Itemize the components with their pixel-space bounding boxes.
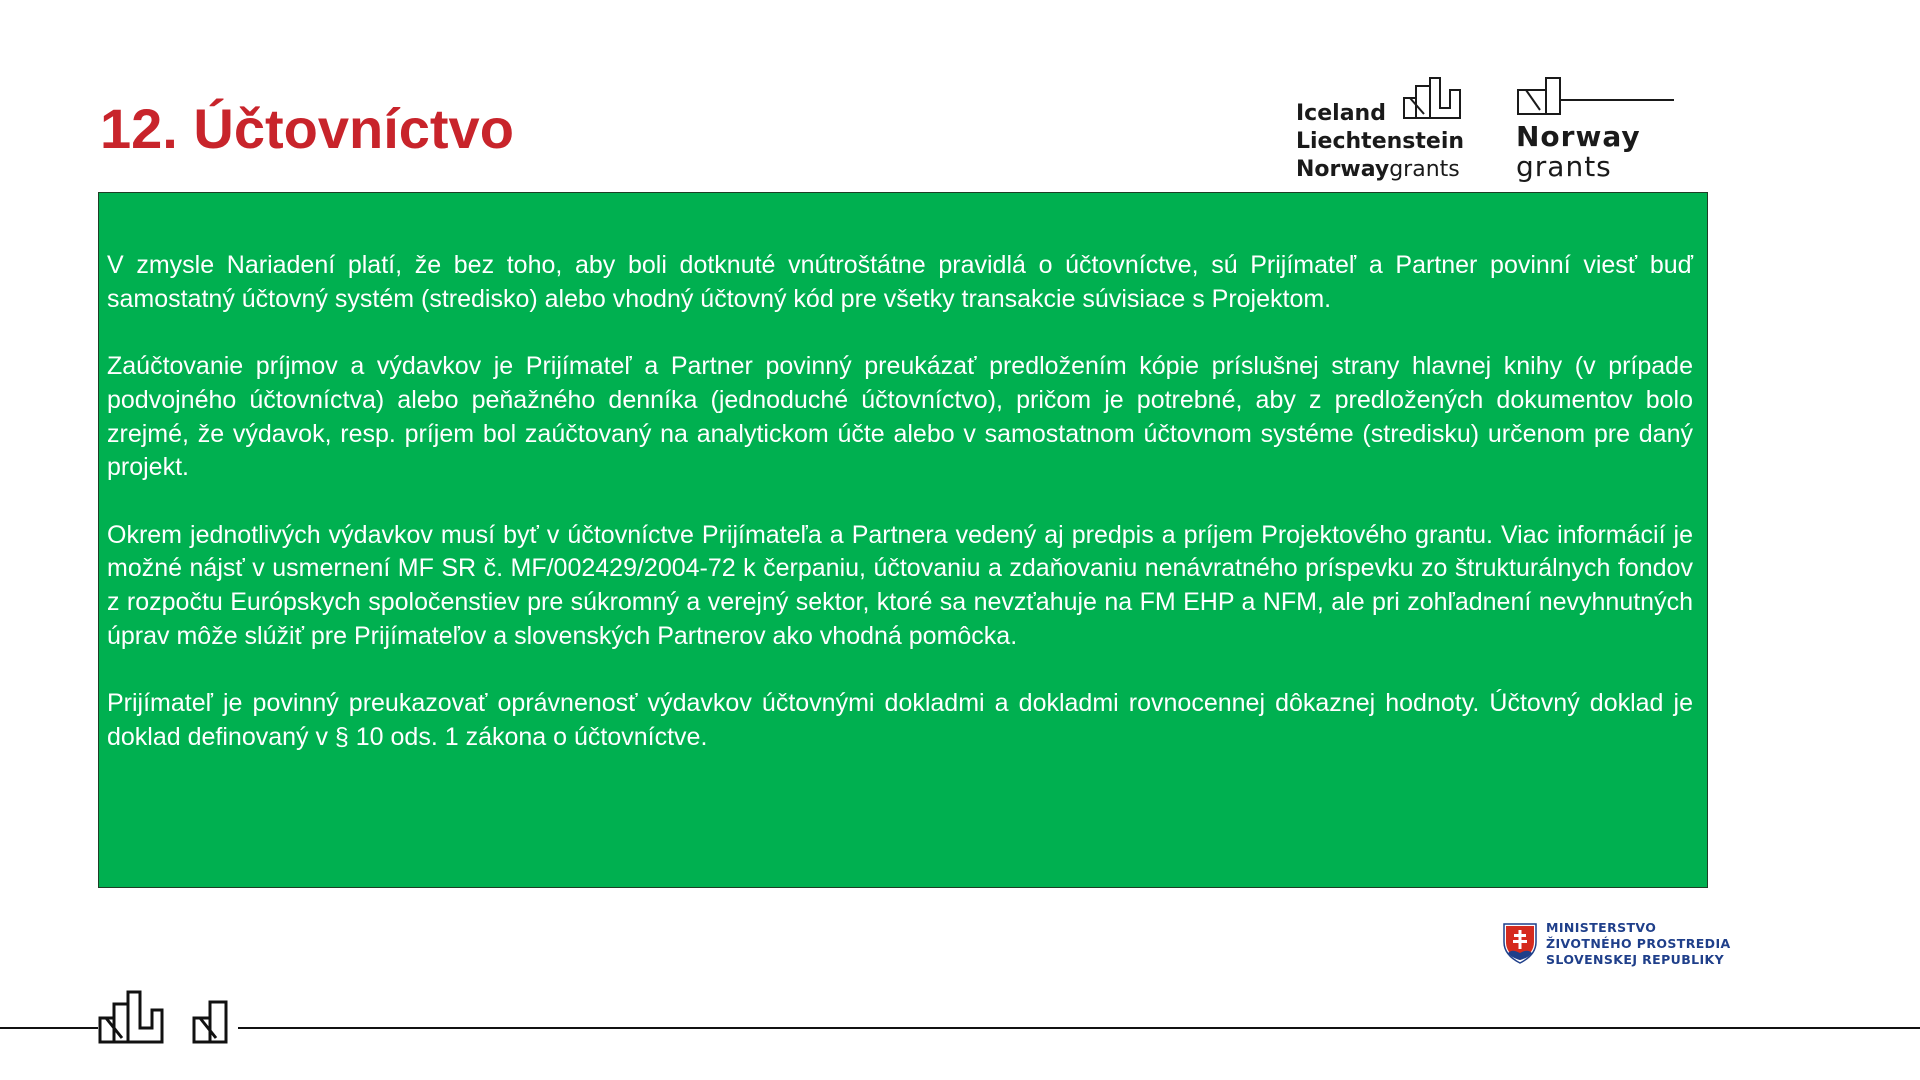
eea-line-norway: Norway [1296, 157, 1390, 182]
eea-line-iceland: Iceland [1296, 101, 1386, 126]
ministry-logo [1502, 918, 1742, 970]
footer-rule [0, 1027, 1920, 1029]
norway-grants-flag-icon [1516, 74, 1681, 118]
eea-grants-logo [1296, 74, 1486, 184]
content-box [98, 192, 1708, 888]
eea-line-grants: grants [1389, 157, 1460, 182]
eea-line-norway-grants [1296, 156, 1464, 184]
paragraph-posting-proof: Zaúčtovanie príjmov a výdavkov je Prijímateľ a Partner povinný preukázať predložením kópie príslušnej strany hlavnej knihy (v prípade podvojného účtovníctva) alebo peňažného denníka (jednoduché účtovníctvo), pričom je potrebné, aby z predložených dokumentov bolo zrejmé, že výdavok, resp. príjem bol zaúčtovaný na analytickom účte alebo v samostatnom účtovnom systéme (stredisku) určenom pre daný projekt. [107, 352, 1693, 482]
slovak-coat-of-arms-icon [1502, 922, 1538, 964]
norway-grants-logo [1516, 74, 1681, 184]
grants-footer-mark-icon [98, 988, 238, 1044]
eea-line-liechtenstein: Liechtenstein [1296, 129, 1465, 154]
paragraph-accounting-system: V zmysle Nariadení platí, že bez toho, aby boli dotknuté vnútroštátne pravidlá o účtovníctve, sú Prijímateľ a Partner povinní viesť buď samostatný účtovný systém (stredisko) alebo vhodný účtovný kód pre všetky transakcie súvisiace s Projektom. [107, 251, 1693, 313]
ministry-wordmark [1546, 920, 1731, 968]
ministry-line-1: MINISTERSTVO [1546, 920, 1657, 935]
paragraph-grant-records: Okrem jednotlivých výdavkov musí byť v účtovníctve Prijímateľa a Partnera vedený aj predpis a príjem Projektového grantu. Viac informácií je možné nájsť v usmernení MF SR č. MF/002429/2004-72 k čerpaniu, účtovaniu a zdaňovaniu nenávratného príspevku zo štrukturálnych fondov z rozpočtu Európskych spoločenstiev pre súkromný a verejný sektor, ktoré sa nevzťahuje na FM EHP a NFM, ale pri zohľadnení nevyhnutných úprav môže slúžiť pre Prijímateľov a slovenských Partnerov ako vhodná pomôcka. [107, 520, 1693, 650]
norway-grants-word-grants: grants [1516, 150, 1612, 183]
ministry-line-3: SLOVENSKEJ REPUBLIKY [1546, 952, 1725, 967]
paragraph-eligibility-documents: Prijímateľ je povinný preukazovať oprávnenosť výdavkov účtovnými dokladmi a dokladmi rovnocennej dôkaznej hodnoty. Účtovný doklad je doklad definovaný v § 10 ods. 1 zákona o účtovníctve. [107, 689, 1693, 751]
ministry-line-2: ŽIVOTNÉHO PROSTREDIA [1546, 936, 1731, 951]
norway-grants-word-norway: Norway [1516, 120, 1641, 153]
eea-grants-wordmark [1296, 100, 1464, 184]
slide-title: 12. Účtovníctvo [100, 97, 514, 160]
